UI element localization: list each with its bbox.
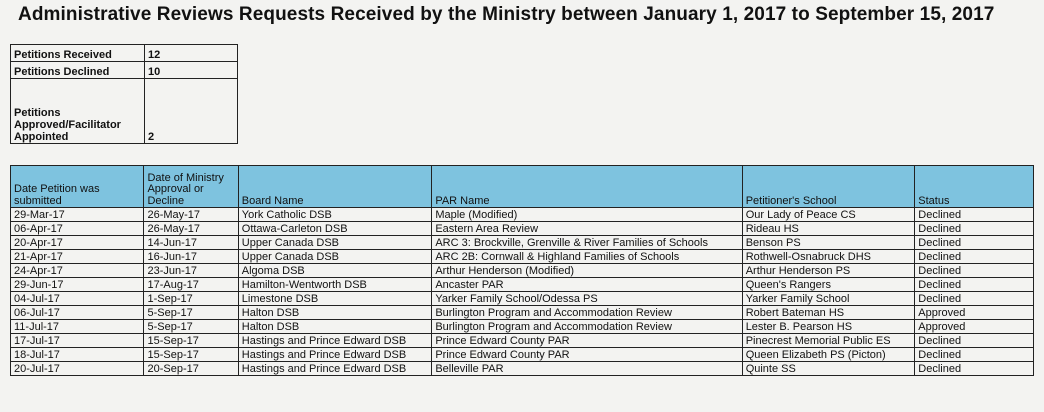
summary-table [10, 44, 238, 144]
board-name-cell: Upper Canada DSB [238, 236, 432, 250]
date-submitted-cell: 29-Mar-17 [11, 208, 144, 222]
summary-value: 2 [145, 79, 238, 144]
petitioner-school-cell: Yarker Family School [742, 292, 915, 306]
date-decision-cell: 20-Sep-17 [144, 362, 238, 376]
summary-row-declined [11, 62, 238, 79]
date-submitted-cell: 17-Jul-17 [11, 334, 144, 348]
date-decision-cell: 17-Aug-17 [144, 278, 238, 292]
status-cell: Declined [915, 250, 1034, 264]
table-row [11, 306, 1034, 320]
par-name-cell: Arthur Henderson (Modified) [432, 264, 742, 278]
board-name-cell: Algoma DSB [238, 264, 432, 278]
table-row [11, 292, 1034, 306]
column-header-date-decision: Date of Ministry Approval or Decline [144, 166, 238, 208]
table-row [11, 264, 1034, 278]
status-cell: Declined [915, 264, 1034, 278]
petitioner-school-cell: Pinecrest Memorial Public ES [742, 334, 915, 348]
status-cell: Declined [915, 292, 1034, 306]
petitioner-school-cell: Queen's Rangers [742, 278, 915, 292]
date-decision-cell: 5-Sep-17 [144, 320, 238, 334]
status-cell: Declined [915, 348, 1034, 362]
status-cell: Declined [915, 236, 1034, 250]
table-row [11, 348, 1034, 362]
par-name-cell: Prince Edward County PAR [432, 348, 742, 362]
date-submitted-cell: 06-Apr-17 [11, 222, 144, 236]
petitioner-school-cell: Quinte SS [742, 362, 915, 376]
date-submitted-cell: 20-Jul-17 [11, 362, 144, 376]
table-row [11, 250, 1034, 264]
status-cell: Declined [915, 222, 1034, 236]
table-row [11, 222, 1034, 236]
par-name-cell: Prince Edward County PAR [432, 334, 742, 348]
column-header-par-name: PAR Name [432, 166, 742, 208]
date-submitted-cell: 04-Jul-17 [11, 292, 144, 306]
table-row [11, 362, 1034, 376]
column-header-status: Status [915, 166, 1034, 208]
page-title: Administrative Reviews Requests Received by the Ministry between January 1, 2017 to September 15, 2017 [18, 4, 995, 25]
status-cell: Declined [915, 208, 1034, 222]
date-submitted-cell: 18-Jul-17 [11, 348, 144, 362]
date-decision-cell: 5-Sep-17 [144, 306, 238, 320]
date-decision-cell: 16-Jun-17 [144, 250, 238, 264]
par-name-cell: Burlington Program and Accommodation Review [432, 306, 742, 320]
summary-value: 10 [145, 62, 238, 79]
date-submitted-cell: 29-Jun-17 [11, 278, 144, 292]
par-name-cell: Eastern Area Review [432, 222, 742, 236]
par-name-cell: ARC 3: Brockville, Grenville & River Families of Schools [432, 236, 742, 250]
petitions-table [10, 165, 1034, 376]
board-name-cell: York Catholic DSB [238, 208, 432, 222]
column-header-date-submitted: Date Petition was submitted [11, 166, 144, 208]
date-submitted-cell: 21-Apr-17 [11, 250, 144, 264]
petitioner-school-cell: Benson PS [742, 236, 915, 250]
summary-value: 12 [145, 45, 238, 62]
board-name-cell: Limestone DSB [238, 292, 432, 306]
status-cell: Approved [915, 320, 1034, 334]
table-row [11, 320, 1034, 334]
date-submitted-cell: 06-Jul-17 [11, 306, 144, 320]
board-name-cell: Upper Canada DSB [238, 250, 432, 264]
date-decision-cell: 1-Sep-17 [144, 292, 238, 306]
table-row [11, 278, 1034, 292]
status-cell: Approved [915, 306, 1034, 320]
date-decision-cell: 26-May-17 [144, 222, 238, 236]
date-decision-cell: 15-Sep-17 [144, 334, 238, 348]
table-row [11, 208, 1034, 222]
summary-row-received [11, 45, 238, 62]
summary-label: Petitions Declined [11, 62, 145, 79]
table-row [11, 334, 1034, 348]
date-decision-cell: 15-Sep-17 [144, 348, 238, 362]
summary-label: Petitions Approved/Facilitator Appointed [11, 79, 145, 144]
date-submitted-cell: 24-Apr-17 [11, 264, 144, 278]
date-decision-cell: 14-Jun-17 [144, 236, 238, 250]
board-name-cell: Hastings and Prince Edward DSB [238, 334, 432, 348]
petitioner-school-cell: Queen Elizabeth PS (Picton) [742, 348, 915, 362]
petitioner-school-cell: Rideau HS [742, 222, 915, 236]
par-name-cell: ARC 2B: Cornwall & Highland Families of Schools [432, 250, 742, 264]
date-decision-cell: 26-May-17 [144, 208, 238, 222]
petitioner-school-cell: Arthur Henderson PS [742, 264, 915, 278]
par-name-cell: Maple (Modified) [432, 208, 742, 222]
petitioner-school-cell: Rothwell-Osnabruck DHS [742, 250, 915, 264]
par-name-cell: Burlington Program and Accommodation Review [432, 320, 742, 334]
par-name-cell: Ancaster PAR [432, 278, 742, 292]
status-cell: Declined [915, 278, 1034, 292]
board-name-cell: Hastings and Prince Edward DSB [238, 348, 432, 362]
summary-row-approved [11, 79, 238, 144]
board-name-cell: Hamilton-Wentworth DSB [238, 278, 432, 292]
petitioner-school-cell: Lester B. Pearson HS [742, 320, 915, 334]
date-decision-cell: 23-Jun-17 [144, 264, 238, 278]
column-header-petitioner-school: Petitioner's School [742, 166, 915, 208]
board-name-cell: Halton DSB [238, 306, 432, 320]
board-name-cell: Ottawa-Carleton DSB [238, 222, 432, 236]
status-cell: Declined [915, 362, 1034, 376]
par-name-cell: Belleville PAR [432, 362, 742, 376]
table-header-row [11, 166, 1034, 208]
petitioner-school-cell: Our Lady of Peace CS [742, 208, 915, 222]
board-name-cell: Hastings and Prince Edward DSB [238, 362, 432, 376]
summary-label: Petitions Received [11, 45, 145, 62]
status-cell: Declined [915, 334, 1034, 348]
table-row [11, 236, 1034, 250]
date-submitted-cell: 20-Apr-17 [11, 236, 144, 250]
column-header-board-name: Board Name [238, 166, 432, 208]
table-body [11, 208, 1034, 376]
par-name-cell: Yarker Family School/Odessa PS [432, 292, 742, 306]
petitioner-school-cell: Robert Bateman HS [742, 306, 915, 320]
board-name-cell: Halton DSB [238, 320, 432, 334]
date-submitted-cell: 11-Jul-17 [11, 320, 144, 334]
